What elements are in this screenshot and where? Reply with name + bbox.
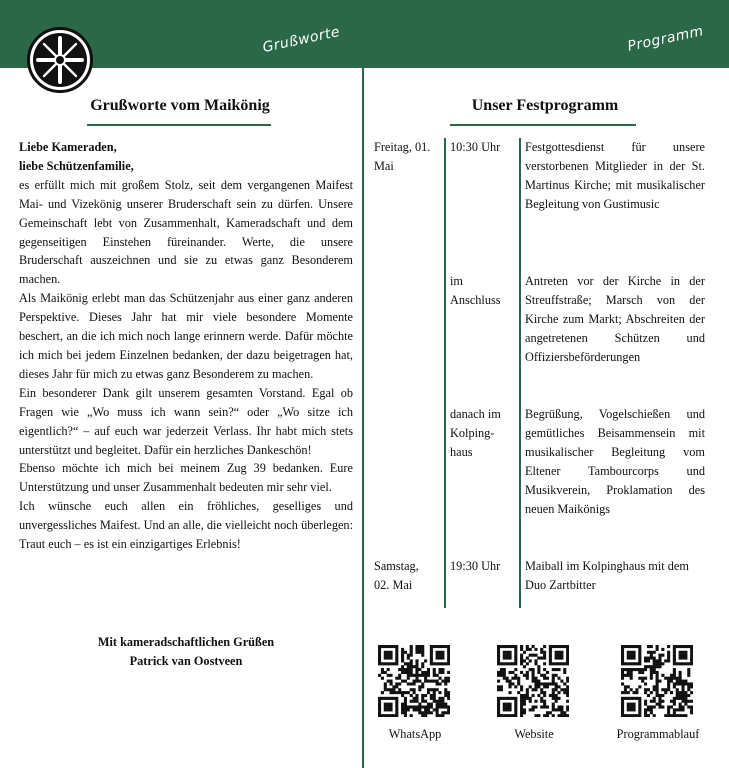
event-time: danach im Kolping-haus [450,407,501,459]
tab-programm[interactable]: Programm [626,23,706,55]
program-title-underline [450,124,636,126]
greeting-title: Grußworte vom Maikönig [90,97,270,114]
event-description: Maiball im Kolpinghaus mit dem Duo Zartbitter [525,559,689,592]
qr-label-whatsapp: WhatsApp [388,727,442,741]
signature-name: Patrick van Oostveen [129,654,243,668]
column-divider [362,68,364,768]
event-time: 10:30 Uhr [450,140,501,154]
letter-paragraph: es erfüllt mich mit großem Stolz, seit dem vergangenen Maifest Mai- und Vizekönig unserer Bruderschaft sein zu dürfen. Unsere Gemeinschaft lebt von Zusammenhalt, Kameradschaft und dem gegenseitigen Einstehen füreinander. Werte, die unsere Bruderschaft auszeichnen und sie zu etwas ganz Besonderem machen. [19,177,353,287]
salutation-line-1: Liebe Kameraden, [19,140,117,154]
crossed-rifles-logo-icon [27,27,93,93]
event-description: Begrüßung, Vogelschießen und gemütliches Beisammensein mit musikalischer Begleitung vom Eltener Tambourcorps und Musikverein, Proklamation des neuen Maikönigs [525,407,705,516]
greeting-letter [19,138,353,554]
qr-label-programmablauf: Programmablauf [616,727,700,741]
event-description: Festgottesdienst für unsere verstorbenen Mitglieder in der St. Martinus Kirche; mit musikalischer Begleitung von Gustimusic [525,140,705,211]
letter-paragraph: Ebenso möchte ich mich bei meinem Zug 39 bedanken. Eure Unterstützung und unser Zusammenhalt bedeuten mir sehr viel. [19,461,353,495]
letter-paragraph: Ein besonderer Dank gilt unserem gesamten Vorstand. Egal ob Fragen wie „Wo muss ich wann sein?“ oder „Wo sitze ich eigentlich?“ – auf euch war jederzeit Verlass. Ihr habt mich stets unterstützt und begleitet. Dafür ein herzliches Dankeschön! [19,385,353,457]
event-time: im Anschluss [450,274,501,307]
qr-code-icon[interactable] [497,645,569,717]
program-title: Unser Festprogramm [471,97,619,114]
letter-paragraph: Als Maikönig erlebt man das Schützenjahr aus einer ganz anderen Perspektive. Dieses Jahr hat mir viele besondere Momente beschert, an die ich mich noch lange erinnern werde. Dafür möchte ich mich bei jedem Einzelnen bedanken, der dazu beigetragen hat, dieses Jahr für mich zu etwas ganz Besonderem zu machen. [19,291,353,381]
program-column-rule [444,138,446,608]
event-day: Samstag, 02. Mai [374,559,419,592]
closing-line: Mit kameradschaftlichen Grüßen [97,635,275,649]
letter-signature-block [19,633,353,671]
tab-grussworte[interactable]: Grußworte [261,23,342,57]
event-time: 19:30 Uhr [450,559,501,573]
header-band [0,0,729,68]
qr-label-website: Website [514,727,554,741]
event-description: Antreten vor der Kirche in der Streuffstraße; Marsch von der Kirche zum Markt; Abschreiten der angetretenen Schützen und Offiziersbeförderungen [525,274,705,364]
letter-paragraph: Ich wünsche euch allen ein fröhliches, geselliges und unvergessliches Maifest. Und an alle, die vielleicht noch überlegen: Traut euch – es ist ein einzigartiges Erlebnis! [19,499,353,552]
greeting-title-underline [87,124,271,126]
event-day: Freitag, 01. Mai [374,140,431,173]
qr-code-icon[interactable] [621,645,693,717]
qr-code-icon[interactable] [378,645,450,717]
salutation-line-2: liebe Schützenfamilie, [19,158,134,173]
program-column-rule [519,138,521,608]
